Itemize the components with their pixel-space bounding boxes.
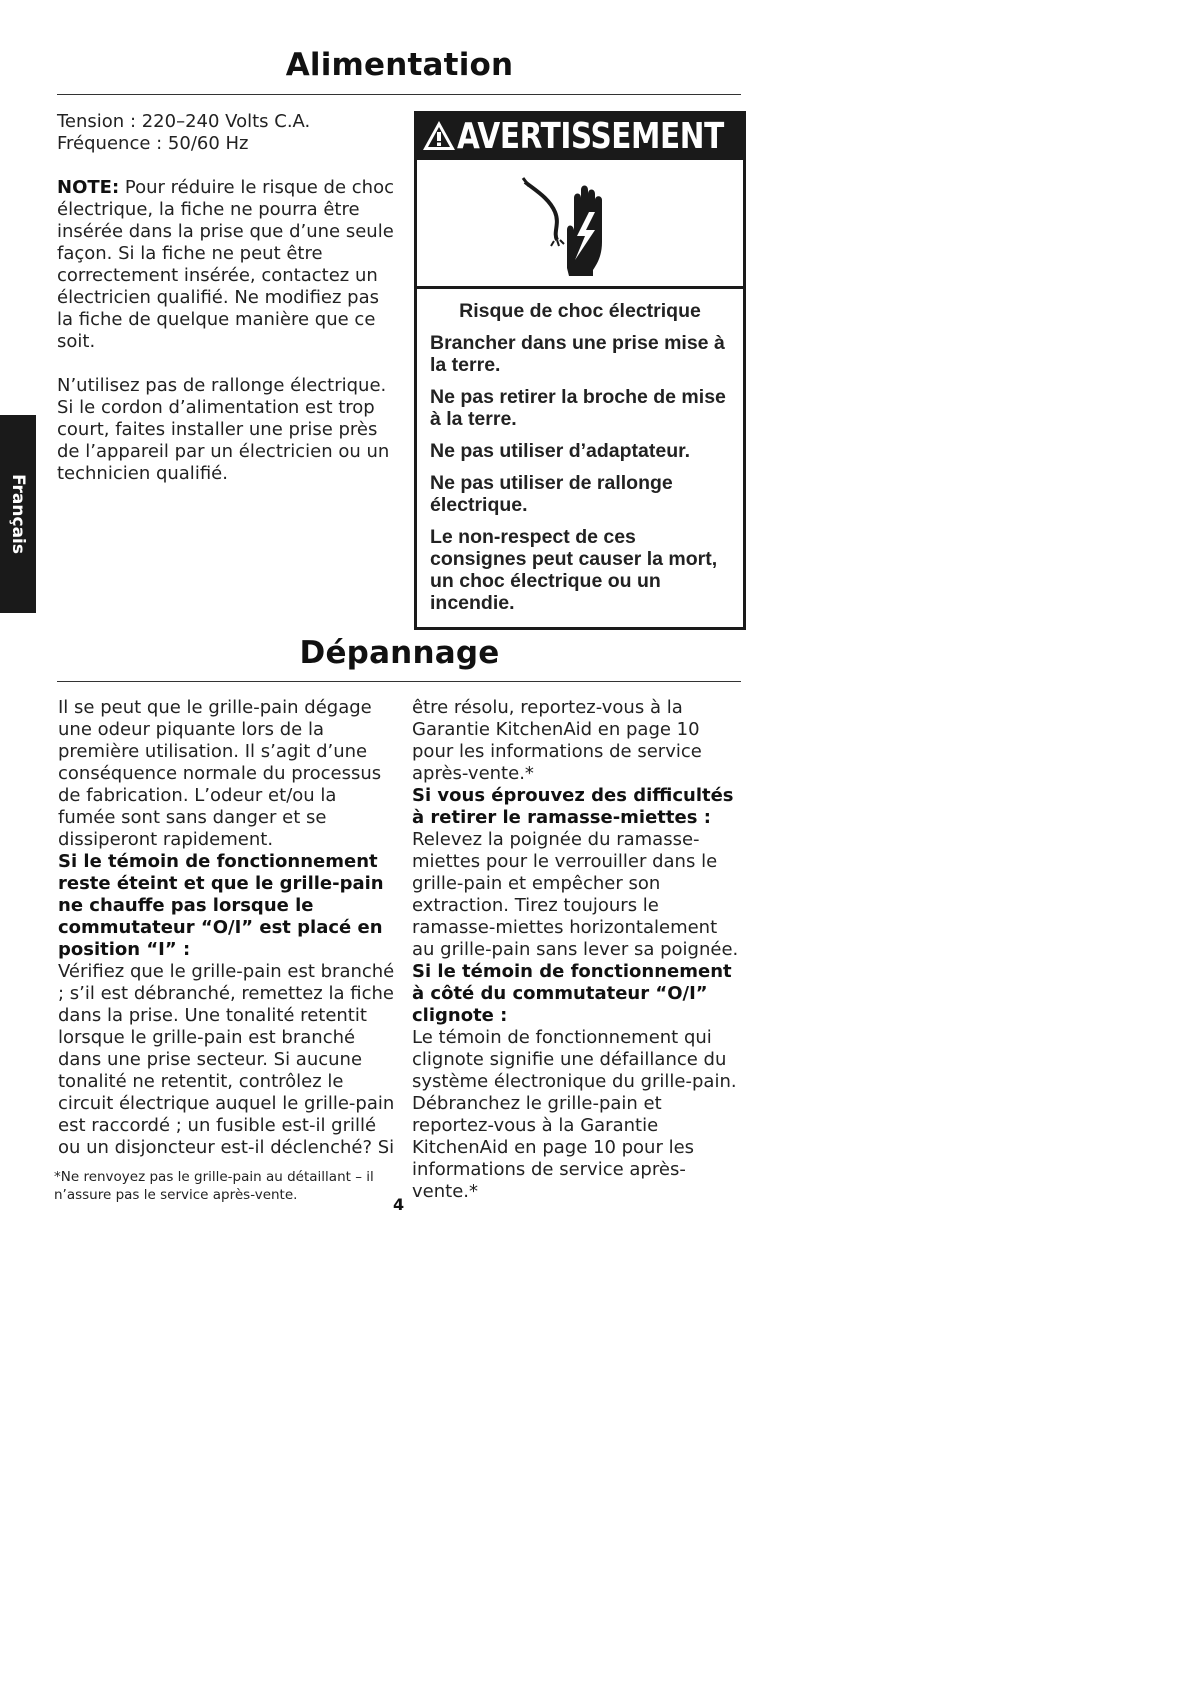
- language-tab-label: Français: [8, 474, 28, 554]
- warning-header: [417, 114, 743, 160]
- warning-triangle-icon: [421, 118, 457, 154]
- title-rule: [57, 681, 741, 682]
- answer-text: Vérifiez que le grille-pain est branché ; s’il est débranché, remettez la fiche dans la prise. Une tonalité retentit lorsque le grille-pain est branché dans une prise secteur. Si aucune tonalité ne retentit, contrôlez le circuit électrique auquel le grille-pain est raccordé ; un fusible est-il grillé ou un disjoncteur est-il déclenché? Si: [58, 961, 395, 1158]
- footnote: *Ne renvoyez pas le grille-pain au détaillant – il n’assure pas le service après-vente.: [54, 1169, 374, 1203]
- title-rule: [57, 94, 741, 95]
- troubleshooting-left-column: [58, 697, 398, 1159]
- extension-cord-text: N’utilisez pas de rallonge électrique. Si le cordon d’alimentation est trop court, faites installer une prise près de l’appareil par un électricien ou un technicien qualifié.: [57, 375, 390, 484]
- question-text: Si vous éprouvez des difficultés à retirer le ramasse-miettes :: [412, 785, 734, 828]
- note-text: Pour réduire le risque de choc électrique, la fiche ne pourra être insérée dans la prise que d’une seule façon. Si la fiche ne peut être correctement insérée, contactez un électricien qualifié. Ne modifiez pas la fiche de quelque manière que ce soit.: [57, 177, 394, 352]
- answer-text: Le témoin de fonctionnement qui clignote signifie une défaillance du système électronique du grille-pain. Débranchez le grille-pain et reportez-vous à la Garantie KitchenAid en page 10 pour les informations de service après-vente.*: [412, 1027, 737, 1202]
- warning-line: Ne pas retirer la broche de mise à la terre.: [430, 386, 726, 430]
- warning-line: Le non-respect de ces consignes peut causer la mort, un choc électrique ou un incendie.: [430, 526, 718, 614]
- troubleshooting-right-column: [412, 697, 745, 1203]
- language-tab: [0, 415, 36, 613]
- section-title-troubleshooting: Dépannage: [299, 635, 500, 671]
- plug-note: [57, 177, 397, 353]
- warning-box: [414, 111, 746, 630]
- electric-shock-hand-icon: [417, 160, 743, 286]
- warning-line: Ne pas utiliser d’adaptateur.: [430, 440, 691, 462]
- shock-hazard-pictogram: [417, 160, 743, 289]
- answer-continuation: être résolu, reportez-vous à la Garantie KitchenAid en page 10 pour les informations de service après-vente.*: [412, 697, 702, 784]
- warning-line: Ne pas utiliser de rallonge électrique.: [430, 472, 673, 516]
- page-number: 4: [393, 1195, 405, 1214]
- section-title-power: Alimentation: [285, 47, 514, 83]
- question-text: Si le témoin de fonctionnement reste éteint et que le grille-pain ne chauffe pas lorsque le commutateur “O/I” est placé en position “I” :: [58, 851, 384, 960]
- answer-text: Relevez la poignée du ramasse-miettes pour le verrouiller dans le grille-pain et empêcher son extraction. Tirez toujours le ramasse-miettes horizontalement au grille-pain sans lever sa poignée.: [412, 829, 739, 960]
- warning-text: [430, 300, 730, 624]
- question-heading: [412, 785, 745, 829]
- power-text-column: [57, 111, 397, 485]
- note-label: NOTE:: [57, 177, 120, 198]
- odor-intro: Il se peut que le grille-pain dégage une odeur piquante lors de la première utilisation. Il s’agit d’une conséquence normale du processus de fabrication. L’odeur et/ou la fumée sont sans danger et se dissiperont rapidement.: [58, 697, 382, 850]
- warning-line: Brancher dans une prise mise à la terre.: [430, 332, 725, 376]
- warning-subtitle: Risque de choc électrique: [459, 300, 701, 322]
- question-text: Si le témoin de fonctionnement à côté du commutateur “O/I” clignote :: [412, 961, 732, 1026]
- warning-title: AVERTISSEMENT: [457, 116, 724, 157]
- frequency-spec: Fréquence : 50/60 Hz: [57, 133, 249, 154]
- question-heading: [58, 851, 398, 961]
- question-heading: [412, 961, 745, 1027]
- voltage-spec: Tension : 220–240 Volts C.A.: [57, 111, 311, 132]
